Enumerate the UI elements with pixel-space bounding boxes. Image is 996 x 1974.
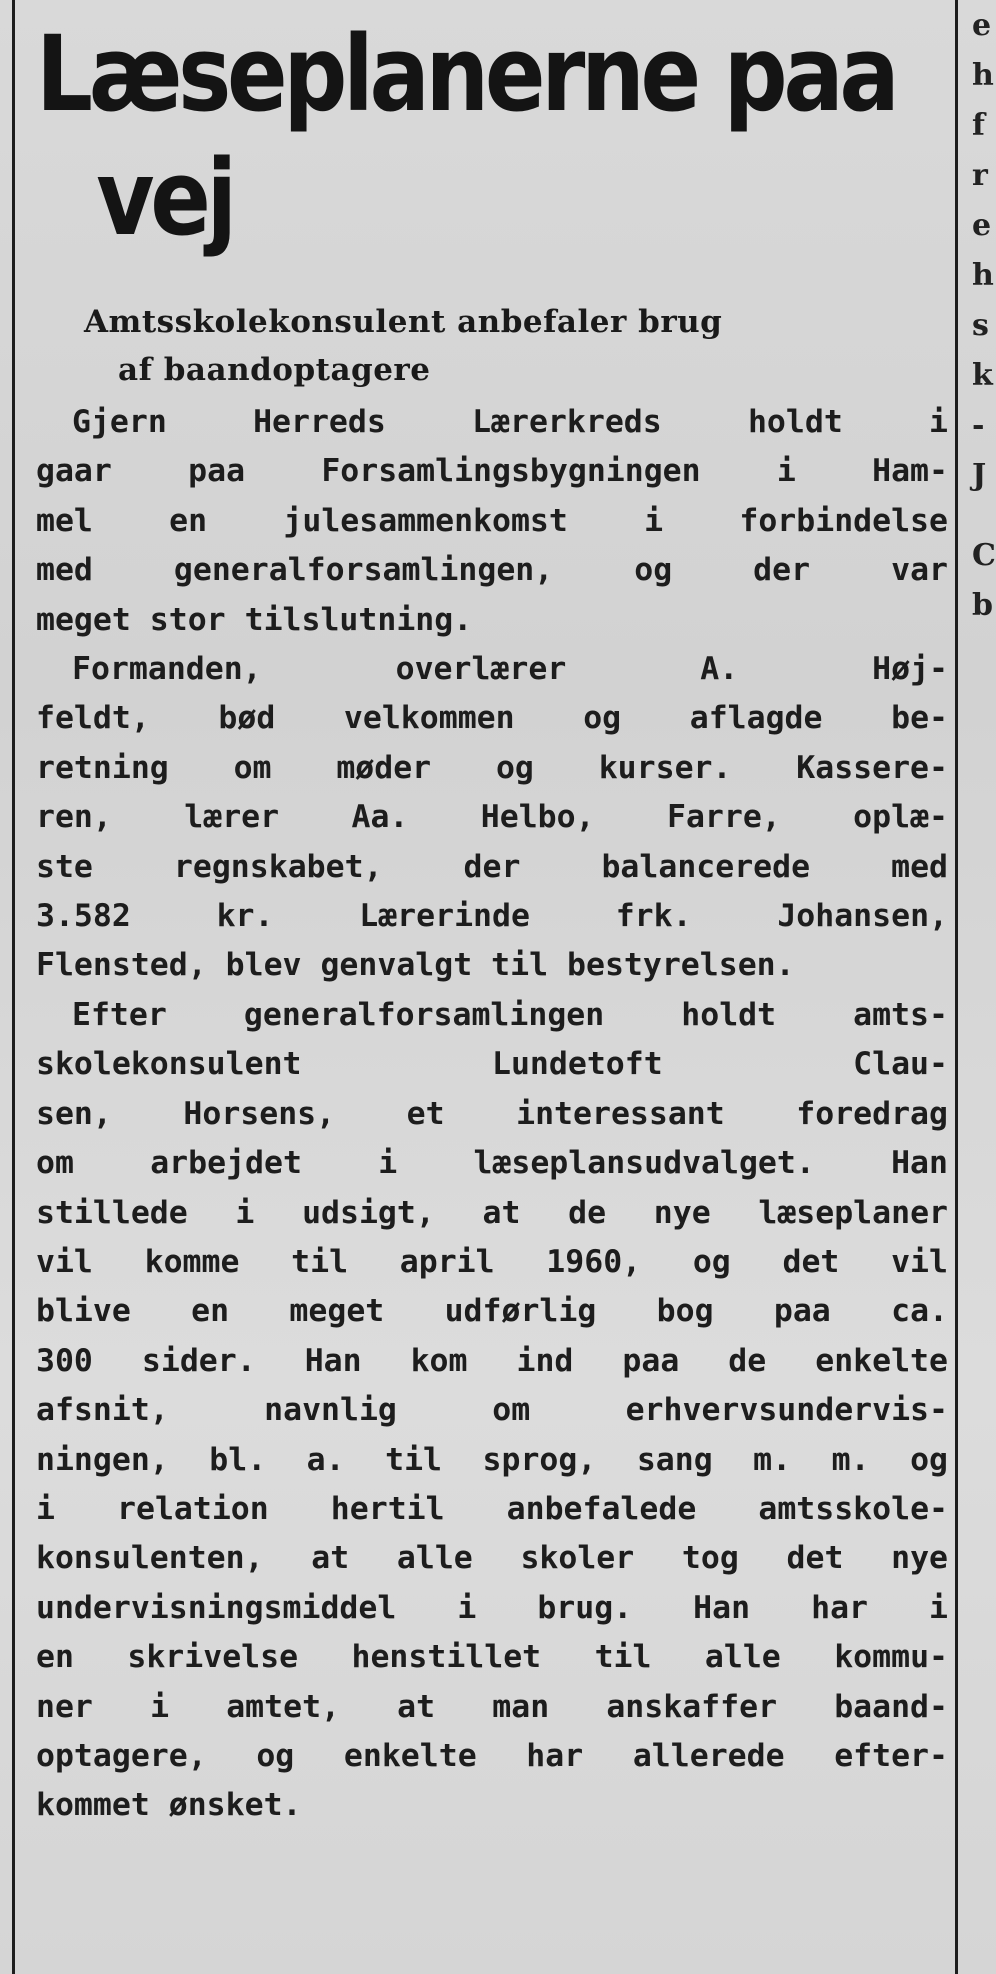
paragraph-line: skolekonsulent Lundetoft Clau- (36, 1046, 948, 1083)
subheadline-line: Amtsskolekonsulent anbefaler brug (84, 304, 723, 340)
adjacent-column-letter: b (972, 588, 993, 623)
column-rule-left (12, 0, 15, 1974)
paragraph-line: blive en meget udførlig bog paa ca. (36, 1293, 948, 1330)
adjacent-column-letter: h (972, 258, 994, 293)
paragraph-line: ren, lærer Aa. Helbo, Farre, oplæ- (36, 799, 948, 836)
paragraph-line: sen, Horsens, et interessant foredrag (36, 1095, 948, 1132)
adjacent-column-letter: s (972, 308, 989, 343)
subheadline-line: af baandoptagere (118, 352, 431, 388)
paragraph-line: ner i amtet, at man anskaffer baand- (36, 1688, 948, 1725)
paragraph-line: ste regnskabet, der balancerede med (36, 848, 948, 885)
paragraph-line: konsulenten, at alle skoler tog det nye (36, 1540, 948, 1577)
paragraph-line: med generalforsamlingen, og der var (36, 552, 948, 589)
adjacent-column-letter: e (972, 208, 992, 243)
paragraph-line: retning om møder og kurser. Kassere- (36, 749, 948, 786)
headline-line: vej (96, 137, 233, 259)
paragraph-line: Flensted, blev genvalgt til bestyrelsen. (36, 947, 795, 984)
adjacent-column-letter: e (972, 8, 992, 43)
paragraph-line: optagere, og enkelte har allerede efter- (36, 1737, 948, 1774)
paragraph-line: Formanden, overlærer A. Høj- (72, 651, 948, 688)
headline-line: Læseplanerne paa (36, 13, 896, 135)
paragraph-line: Efter generalforsamlingen holdt amts- (72, 996, 948, 1033)
adjacent-column-letter: C (972, 538, 996, 573)
paragraph-line: stillede i udsigt, at de nye læseplaner (36, 1194, 948, 1231)
headline (36, 12, 939, 260)
paragraph-line: 300 sider. Han kom ind paa de enkelte (36, 1342, 948, 1379)
paragraph-line: feldt, bød velkommen og aflagde be- (36, 700, 948, 737)
paragraph-line: meget stor tilslutning. (36, 601, 473, 638)
paragraph-line: en skrivelse henstillet til alle kommu- (36, 1639, 948, 1676)
adjacent-column-letter: r (972, 158, 988, 193)
paragraph-line: ningen, bl. a. til sprog, sang m. m. og (36, 1441, 948, 1478)
adjacent-column-letter: J (972, 458, 987, 493)
paragraph-line: Gjern Herreds Lærerkreds holdt i (72, 404, 948, 440)
adjacent-column-letter: f (972, 108, 985, 143)
paragraph-line: gaar paa Forsamlingsbygningen i Ham- (36, 453, 948, 490)
adjacent-column-letter: k (972, 358, 993, 393)
paragraph-line: mel en julesammenkomst i forbindelse (36, 502, 948, 539)
paragraph-line: om arbejdet i læseplansudvalget. Han (36, 1145, 948, 1182)
paragraph-line: kommet ønsket. (36, 1787, 302, 1824)
article-body (36, 398, 948, 1831)
paragraph-line: afsnit, navnlig om erhvervsundervis- (36, 1392, 948, 1429)
paragraph-line: 3.582 kr. Lærerinde frk. Johansen, (36, 898, 948, 935)
paragraph-line: i relation hertil anbefalede amtsskole- (36, 1490, 948, 1527)
adjacent-column-letter: h (972, 58, 994, 93)
adjacent-column-letter: - (972, 408, 985, 443)
paragraph-line: vil komme til april 1960, og det vil (36, 1243, 948, 1280)
paragraph-line: undervisningsmiddel i brug. Han har i (36, 1589, 948, 1626)
subheadline (84, 298, 948, 394)
column-rule-right (955, 0, 958, 1974)
article (36, 12, 948, 1831)
